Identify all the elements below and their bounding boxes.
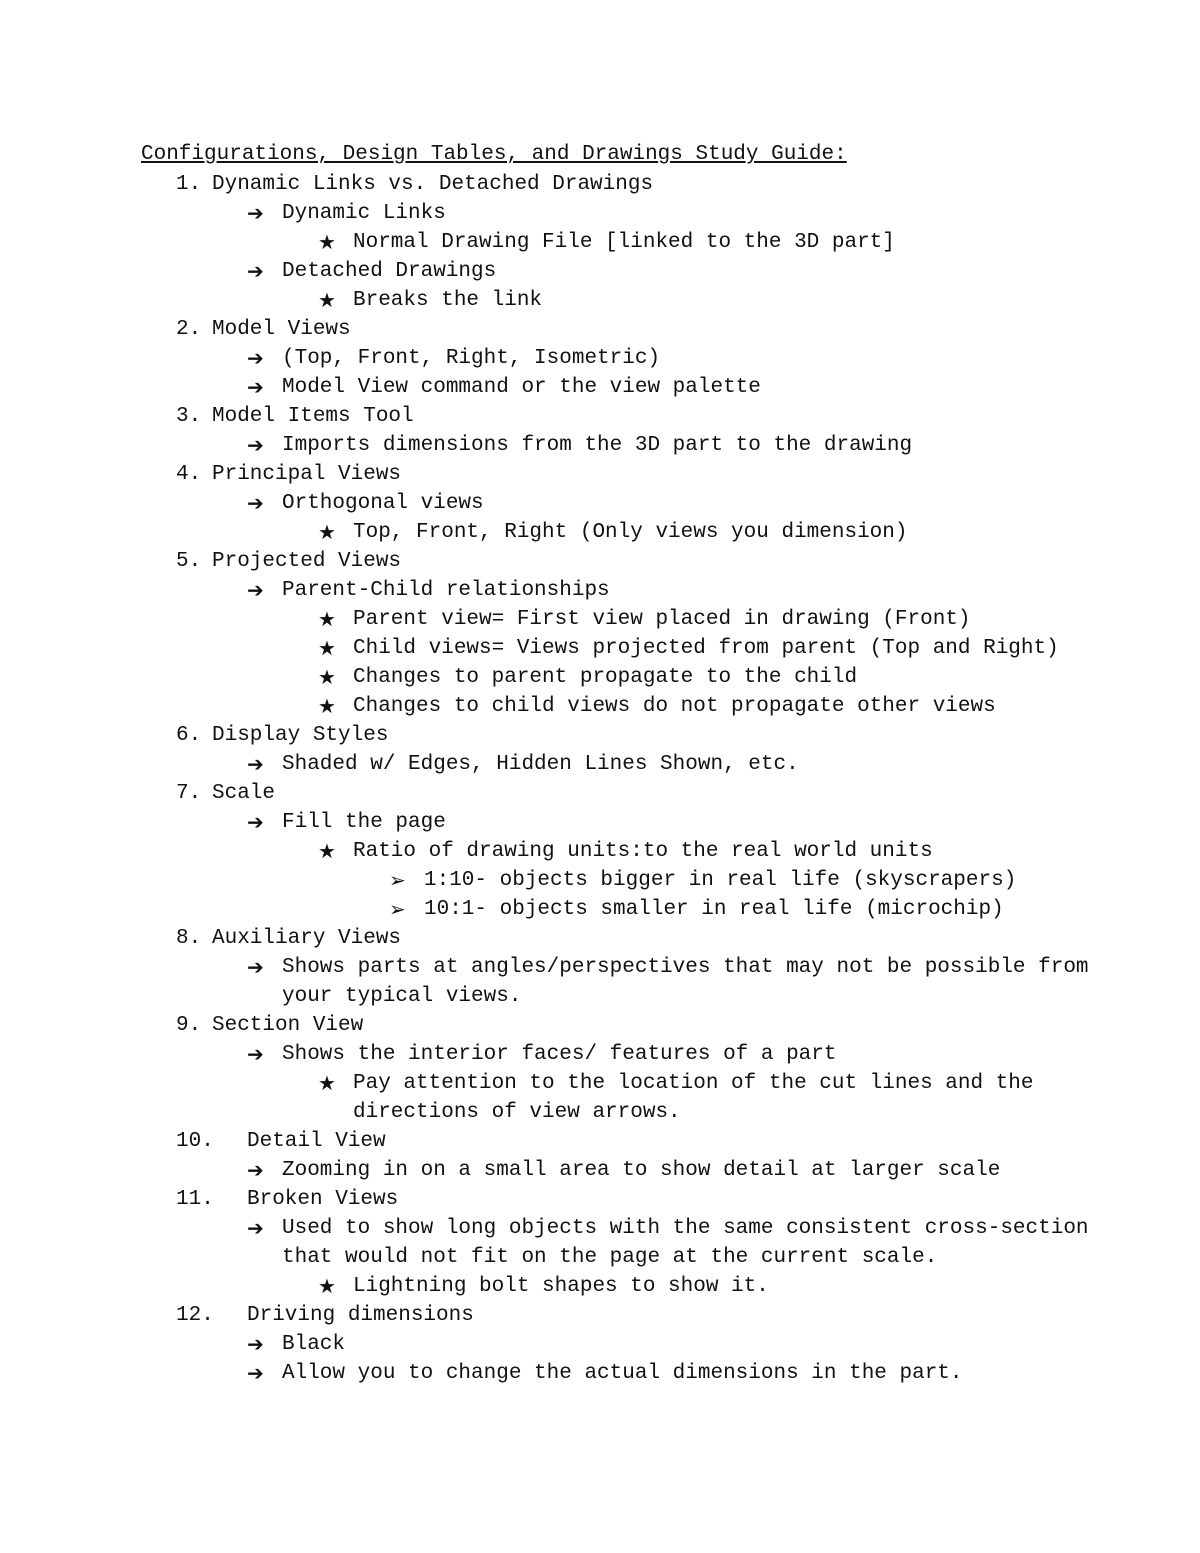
outline-level3-line [0, 1272, 1200, 1301]
item-heading: Auxiliary Views [212, 927, 402, 950]
outline-item [0, 1185, 1200, 1301]
bullet-text: Pay attention to the location of the cut lines and the [353, 1072, 1034, 1095]
outline-level2-line [0, 257, 1200, 286]
outline-level3-line [0, 663, 1200, 692]
arrow-bullet-icon: ➔ [247, 1361, 264, 1385]
arrow-bullet-icon: ➔ [247, 1042, 264, 1066]
outline-level2-line [0, 576, 1200, 605]
arrow-bullet-icon: ➔ [247, 1332, 264, 1356]
bullet-text: Used to show long objects with the same consistent cross-section [282, 1217, 1089, 1240]
outline-continuation-line [0, 1098, 1200, 1127]
outline-level2-line [0, 750, 1200, 779]
star-bullet-icon: ★ [318, 694, 336, 718]
bullet-text: Orthogonal views [282, 492, 484, 515]
outline-heading-line [0, 924, 1200, 953]
arrow-bullet-icon: ➔ [247, 1216, 264, 1240]
outline-level3-line [0, 286, 1200, 315]
star-bullet-icon: ★ [318, 636, 336, 660]
star-bullet-icon: ★ [318, 665, 336, 689]
arrow-bullet-icon: ➔ [247, 491, 264, 515]
bullet-text: Top, Front, Right (Only views you dimension) [353, 521, 908, 544]
bullet-text: Shaded w/ Edges, Hidden Lines Shown, etc. [282, 753, 799, 776]
arrow-bullet-icon: ➔ [247, 578, 264, 602]
outline-level2-line [0, 1214, 1200, 1243]
outline-heading-line [0, 721, 1200, 750]
arrow-bullet-icon: ➔ [247, 810, 264, 834]
star-bullet-icon: ★ [318, 1274, 336, 1298]
pointer-bullet-icon: ➢ [389, 897, 406, 921]
document-title: Configurations, Design Tables, and Drawings Study Guide: [141, 143, 847, 166]
star-bullet-icon: ★ [318, 520, 336, 544]
outline-level3-line [0, 228, 1200, 257]
arrow-bullet-icon: ➔ [247, 259, 264, 283]
bullet-text: Changes to child views do not propagate other views [353, 695, 996, 718]
item-heading: Broken Views [247, 1188, 399, 1211]
bullet-text: Imports dimensions from the 3D part to the drawing [282, 434, 913, 457]
star-bullet-icon: ★ [318, 839, 336, 863]
bullet-text: Breaks the link [353, 289, 543, 312]
outline-level2-line [0, 199, 1200, 228]
item-heading: Dynamic Links vs. Detached Drawings [212, 173, 654, 196]
item-heading: Detail View [247, 1130, 386, 1153]
outline-level3-line [0, 634, 1200, 663]
outline-heading-line [0, 170, 1200, 199]
outline-level4-line [0, 895, 1200, 924]
bullet-text: Normal Drawing File [linked to the 3D part] [353, 231, 895, 254]
outline-heading-line [0, 1185, 1200, 1214]
item-number: 7. [176, 782, 202, 805]
bullet-text: Parent-Child relationships [282, 579, 610, 602]
outline-item [0, 721, 1200, 779]
outline-level3-line [0, 1069, 1200, 1098]
bullet-text: Dynamic Links [282, 202, 446, 225]
bullet-text: Parent view= First view placed in drawing (Front) [353, 608, 971, 631]
item-heading: Scale [212, 782, 276, 805]
bullet-text: (Top, Front, Right, Isometric) [282, 347, 661, 370]
star-bullet-icon: ★ [318, 230, 336, 254]
arrow-bullet-icon: ➔ [247, 955, 264, 979]
outline-level2-line [0, 431, 1200, 460]
bullet-text: Zooming in on a small area to show detail at larger scale [282, 1159, 1001, 1182]
outline-heading-line [0, 1127, 1200, 1156]
item-heading: Model Views [212, 318, 351, 341]
bullet-text: 1:10- objects bigger in real life (skyscrapers) [424, 869, 1017, 892]
outline-item [0, 547, 1200, 721]
outline-item [0, 402, 1200, 460]
outline-heading-line [0, 460, 1200, 489]
item-number: 1. [176, 173, 202, 196]
outline-level4-line [0, 866, 1200, 895]
pointer-bullet-icon: ➢ [389, 868, 406, 892]
outline-level2-line [0, 1359, 1200, 1388]
arrow-bullet-icon: ➔ [247, 433, 264, 457]
bullet-text: 10:1- objects smaller in real life (microchip) [424, 898, 1004, 921]
outline-item [0, 1301, 1200, 1388]
item-number: 4. [176, 463, 202, 486]
outline-heading-line [0, 315, 1200, 344]
outline-level3-line [0, 837, 1200, 866]
outline-heading-line [0, 402, 1200, 431]
outline-level2-line [0, 344, 1200, 373]
bullet-text: Shows parts at angles/perspectives that may not be possible from [282, 956, 1089, 979]
item-number: 9. [176, 1014, 202, 1037]
outline-heading-line [0, 1301, 1200, 1330]
arrow-bullet-icon: ➔ [247, 375, 264, 399]
bullet-text: Child views= Views projected from parent (Top and Right) [353, 637, 1059, 660]
item-number: 11. [176, 1188, 214, 1211]
outline-item [0, 924, 1200, 1011]
bullet-text: Black [282, 1333, 346, 1356]
outline-item [0, 460, 1200, 547]
arrow-bullet-icon: ➔ [247, 201, 264, 225]
bullet-text: Ratio of drawing units:to the real world units [353, 840, 933, 863]
item-heading: Projected Views [212, 550, 402, 573]
item-number: 6. [176, 724, 202, 747]
bullet-text-continued: directions of view arrows. [353, 1101, 681, 1124]
outline-continuation-line [0, 1243, 1200, 1272]
bullet-text: Allow you to change the actual dimensions in the part. [282, 1362, 963, 1385]
bullet-text: Shows the interior faces/ features of a part [282, 1043, 837, 1066]
item-heading: Model Items Tool [212, 405, 414, 428]
outline-item [0, 1127, 1200, 1185]
outline-item [0, 170, 1200, 315]
bullet-text-continued: that would not fit on the page at the current scale. [282, 1246, 938, 1269]
outline-list [0, 170, 1200, 1388]
item-heading: Principal Views [212, 463, 402, 486]
outline-level2-line [0, 953, 1200, 982]
bullet-text: Fill the page [282, 811, 446, 834]
outline-level2-line [0, 1040, 1200, 1069]
outline-level2-line [0, 489, 1200, 518]
outline-level2-line [0, 1156, 1200, 1185]
outline-level2-line [0, 808, 1200, 837]
bullet-text-continued: your typical views. [282, 985, 522, 1008]
star-bullet-icon: ★ [318, 607, 336, 631]
item-number: 2. [176, 318, 202, 341]
item-number: 12. [176, 1304, 214, 1327]
outline-level2-line [0, 1330, 1200, 1359]
item-number: 8. [176, 927, 202, 950]
arrow-bullet-icon: ➔ [247, 1158, 264, 1182]
bullet-text: Lightning bolt shapes to show it. [353, 1275, 769, 1298]
outline-level2-line [0, 373, 1200, 402]
outline-item [0, 315, 1200, 402]
item-heading: Section View [212, 1014, 364, 1037]
bullet-text: Detached Drawings [282, 260, 497, 283]
star-bullet-icon: ★ [318, 288, 336, 312]
outline-level3-line [0, 692, 1200, 721]
outline-level3-line [0, 518, 1200, 547]
item-heading: Driving dimensions [247, 1304, 474, 1327]
item-number: 3. [176, 405, 202, 428]
item-number: 10. [176, 1130, 214, 1153]
outline-heading-line [0, 547, 1200, 576]
outline-level3-line [0, 605, 1200, 634]
outline-heading-line [0, 1011, 1200, 1040]
arrow-bullet-icon: ➔ [247, 752, 264, 776]
outline-heading-line [0, 779, 1200, 808]
item-number: 5. [176, 550, 202, 573]
item-heading: Display Styles [212, 724, 389, 747]
bullet-text: Changes to parent propagate to the child [353, 666, 858, 689]
arrow-bullet-icon: ➔ [247, 346, 264, 370]
outline-continuation-line [0, 982, 1200, 1011]
outline-item [0, 1011, 1200, 1127]
star-bullet-icon: ★ [318, 1071, 336, 1095]
outline-item [0, 779, 1200, 924]
bullet-text: Model View command or the view palette [282, 376, 761, 399]
